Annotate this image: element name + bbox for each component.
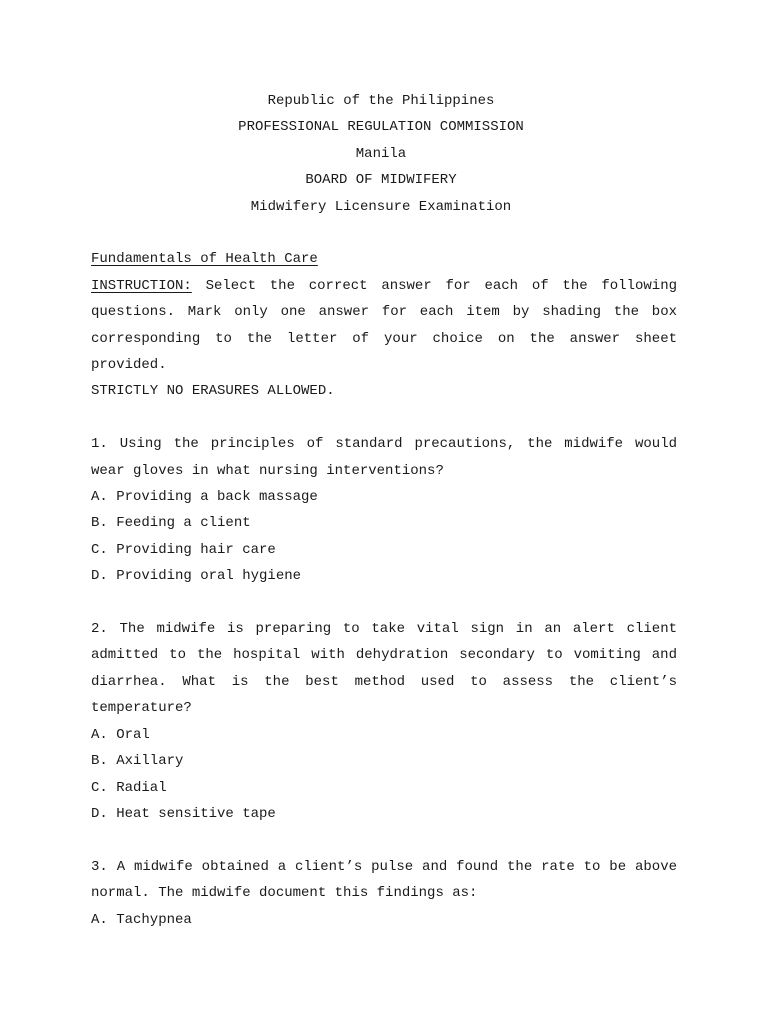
answer-option: D. Heat sensitive tape (91, 805, 276, 822)
answer-option: D. Providing oral hygiene (91, 568, 302, 585)
answer-option: A. Providing a back massage (91, 489, 318, 506)
header-commission: PROFESSIONAL REGULATION COMMISSION (238, 119, 524, 136)
answer-option: B. Feeding a client (91, 515, 251, 532)
header-country: Republic of the Philippines (267, 93, 495, 109)
section-title-line (91, 246, 677, 272)
question-stem: 2. The midwife is preparing to take vital sign in an alert client admitted to the hospital with dehydration secondary to vomiting and diarrhea. What is the best method used to assess the client’s temperature? (91, 621, 677, 717)
header-city: Manila (355, 145, 407, 162)
question-1 (91, 431, 677, 589)
header-exam-title: Midwifery Licensure Examination (250, 198, 512, 215)
answer-option: A. Tachypnea (91, 911, 192, 928)
question-3 (91, 854, 677, 933)
instruction-paragraph (91, 273, 677, 379)
spacer (91, 405, 677, 431)
answer-option: A. Oral (91, 726, 150, 743)
question-2 (91, 616, 677, 827)
instruction-text: Select the correct answer for each of the following questions. Mark only one answer for each item by shading the box corresponding to the letter of your choice on the answer sheet provided. (91, 277, 677, 374)
spacer (91, 827, 677, 853)
answer-option: C. Providing hair care (91, 541, 276, 558)
exam-page (91, 88, 677, 933)
spacer (91, 590, 677, 616)
section-title: Fundamentals of Health Care (91, 251, 318, 268)
answer-option: C. Radial (91, 779, 167, 796)
header-board: BOARD OF MIDWIFERY (305, 172, 457, 189)
document-header (85, 88, 677, 220)
question-stem: 1. Using the principles of standard precautions, the midwife would wear gloves in what nursing interventions? (91, 436, 677, 479)
question-stem: 3. A midwife obtained a client’s pulse and found the rate to be above normal. The midwife document this findings as: (91, 858, 677, 902)
answer-option: B. Axillary (91, 753, 184, 770)
spacer (91, 220, 677, 246)
instruction-label: INSTRUCTION: (91, 277, 192, 294)
erasure-warning: STRICTLY NO ERASURES ALLOWED. (91, 383, 335, 400)
